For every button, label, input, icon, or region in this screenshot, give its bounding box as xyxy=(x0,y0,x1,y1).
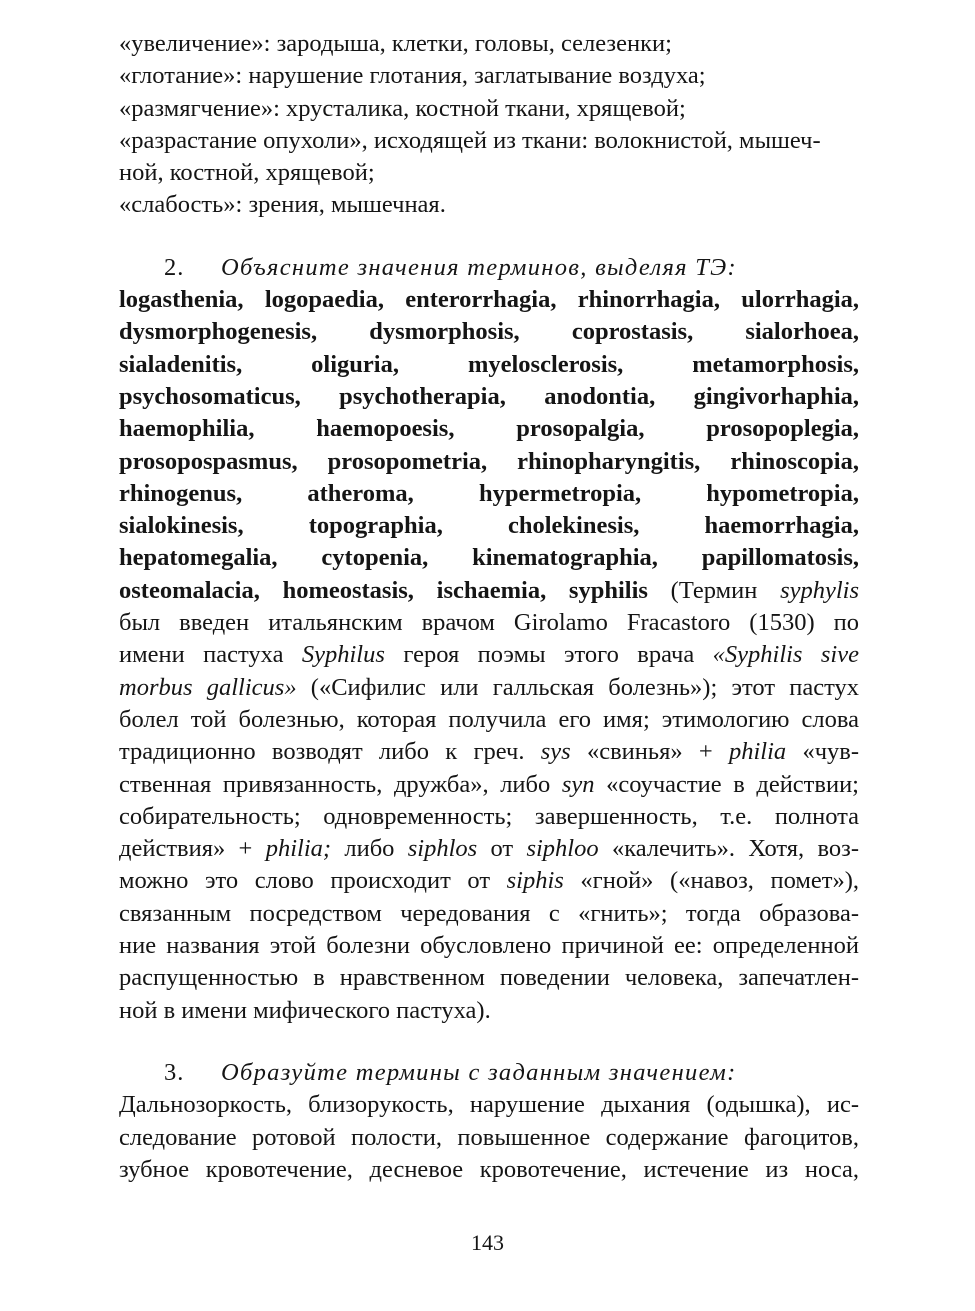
note-text: от xyxy=(477,835,527,863)
task-number: 2. xyxy=(164,253,185,281)
task-number: 3. xyxy=(164,1058,185,1086)
task-instruction: Объясните значения терминов, выделяя ТЭ: xyxy=(221,253,737,281)
task-2 xyxy=(119,252,859,1027)
note-line xyxy=(119,672,859,704)
note-text: действия» + xyxy=(119,835,266,863)
note-text: традиционно возводят либо к греч. xyxy=(119,738,541,766)
note-line: болел той болезнью, которая получила его имя; этимологию слова xyxy=(119,705,859,733)
note-italic: siphlos xyxy=(407,835,478,863)
term-line: dysmorphogenesis, dysmorphosis, coprostasis, sialorhoea, xyxy=(119,318,859,346)
intro-line: «размягчение»: хрусталика, костной ткани, хрящевой; xyxy=(119,94,686,122)
note-italic: morbus gallicus» xyxy=(119,673,297,701)
page-number: 143 xyxy=(471,1230,504,1255)
note-text: имени пастуха xyxy=(119,641,302,669)
task-3-line: Дальнозоркость, близорукость, нарушение дыхания (одышка), ис- xyxy=(119,1091,859,1119)
note-text: «чув- xyxy=(786,738,859,766)
etymology-note xyxy=(119,607,859,1027)
intro-line: «слабость»: зрения, мышечная. xyxy=(119,191,446,219)
term-line: hepatomegalia, cytopenia, kinematographia, papillomatosis, xyxy=(119,544,859,572)
note-text: «соучастие в действии; xyxy=(594,770,859,798)
term-line: sialokinesis, topographia, cholekinesis, haemorrhagia, xyxy=(119,512,859,540)
note-italic: Syphilus xyxy=(301,641,385,669)
note-line xyxy=(119,865,859,897)
note-text: «калечить». Хотя, воз- xyxy=(598,835,859,863)
term-line: psychosomaticus, psychotherapia, anodontia, gingivorhaphia, xyxy=(119,382,859,410)
note-text: «гной» («навоз, помет»), xyxy=(563,867,859,895)
intro-line: ной, костной, хрящевой; xyxy=(119,159,375,187)
page-body xyxy=(119,28,859,1186)
note-line: собирательность; одновременность; завершенность, т.е. полнота xyxy=(119,802,859,830)
note-text: героя поэмы этого врача xyxy=(384,641,713,669)
note-line: ной в имени мифического пастуха). xyxy=(119,996,491,1024)
note-text: «свинья» + xyxy=(570,738,729,766)
task-3-heading xyxy=(119,1057,859,1089)
term-line: logasthenia, logopaedia, enterorrhagia, rhinorrhagia, ulorrhagia, xyxy=(119,286,859,314)
note-line xyxy=(119,769,859,801)
term-line xyxy=(119,575,859,607)
term-list xyxy=(119,284,859,607)
note-line xyxy=(119,639,859,671)
note-text: либо xyxy=(331,835,408,863)
note-text: («Сифилис или галльская болезнь»); этот пастух xyxy=(296,673,859,701)
intro-line: «разрастание опухоли», исходящей из ткани: волокнистой, мышеч- xyxy=(119,126,821,154)
note-text: ственная привязанность, дружба», либо xyxy=(119,770,562,798)
intro-line: «глотание»: нарушение глотания, заглатывание воздуха; xyxy=(119,62,706,90)
term-line: sialadenitis, oliguria, myelosclerosis, metamorphosis, xyxy=(119,350,859,378)
task-instruction: Образуйте термины с заданным значением: xyxy=(221,1058,737,1086)
note-text: можно это слово происходит от xyxy=(119,867,507,895)
intro-line: «увеличение»: зародыша, клетки, головы, селезенки; xyxy=(119,30,672,57)
note-italic: «Syphilis sive xyxy=(712,641,859,669)
note-italic: philia xyxy=(728,738,787,766)
note-italic: syphylis xyxy=(780,576,860,604)
note-italic: philia; xyxy=(265,835,332,863)
intro-list xyxy=(119,28,859,222)
task-3 xyxy=(119,1057,859,1186)
note-italic: siphis xyxy=(506,867,564,895)
note-italic: syn xyxy=(561,770,595,798)
term-line: rhinogenus, atheroma, hypermetropia, hypometropia, xyxy=(119,479,859,507)
note-italic: sys xyxy=(540,738,571,766)
note-line: был введен итальянским врачом Girolamo Fracastoro (1530) по xyxy=(119,609,859,637)
note-line xyxy=(119,736,859,768)
task-3-line: следование ротовой полости, повышенное содержание фагоцитов, xyxy=(119,1123,859,1151)
note-text: (Термин xyxy=(647,576,781,604)
note-line xyxy=(119,833,859,865)
term-text: osteomalacia, homeostasis, ischaemia, syphilis xyxy=(119,576,648,604)
note-italic: siphloo xyxy=(526,835,599,863)
term-line: prosopospasmus, prosopometria, rhinopharyngitis, rhinoscopia, xyxy=(119,447,859,475)
note-line: распущенностью в нравственном поведении человека, запечатлен- xyxy=(119,964,859,992)
task-2-heading xyxy=(119,252,859,284)
note-line: ние названия этой болезни обусловлено причиной ее: определенной xyxy=(119,932,859,960)
task-3-line: зубное кровотечение, десневое кровотечение, истечение из носа, xyxy=(119,1155,859,1183)
term-line: haemophilia, haemopoesis, prosopalgia, prosopoplegia, xyxy=(119,415,859,443)
note-line: связанным посредством чередования с «гнить»; тогда образова- xyxy=(119,899,859,927)
